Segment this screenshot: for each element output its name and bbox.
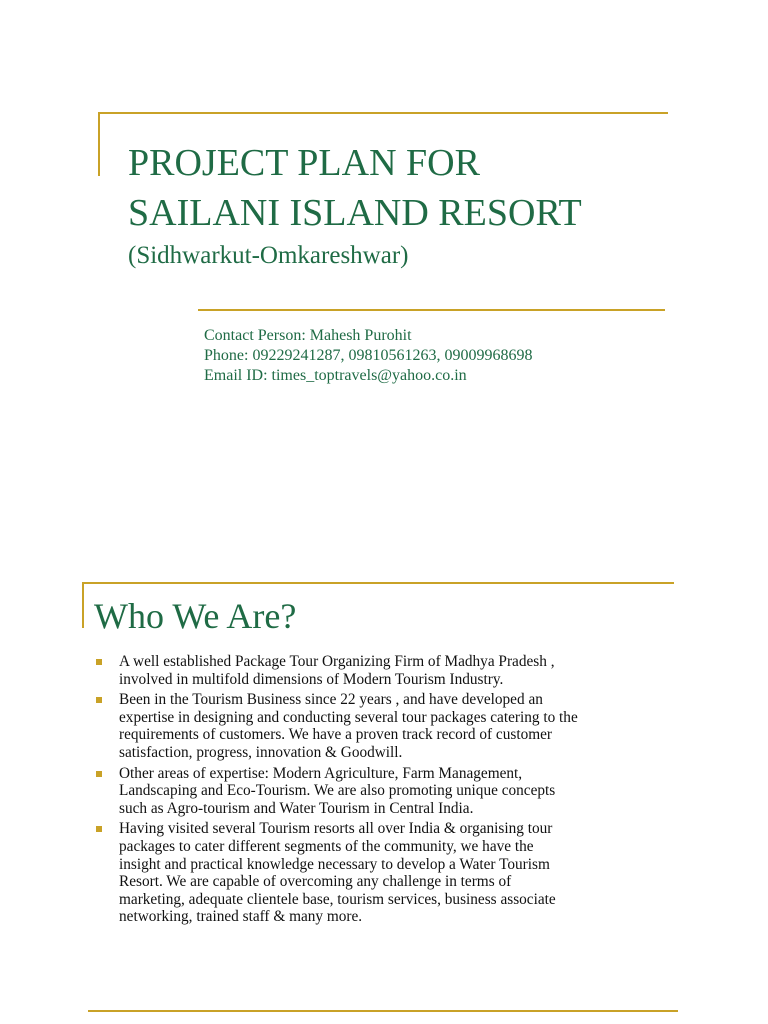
bottom-rule — [88, 1010, 678, 1012]
bullet-item — [94, 691, 684, 761]
section-top-rule — [82, 582, 674, 584]
bullet-text-line: expertise in designing and conducting several tour packages catering to the — [119, 708, 578, 726]
bullet-text-line: Landscaping and Eco-Tourism. We are also promoting unique concepts — [119, 782, 556, 800]
slide-title-line-1: PROJECT PLAN FOR — [128, 142, 480, 184]
bullet-text-line: packages to cater different segments of the community, we have the — [119, 837, 534, 855]
contact-phone: Phone: 09229241287, 09810561263, 09009968698 — [204, 347, 533, 364]
bullet-text-line: Having visited several Tourism resorts all over India & organising tour — [119, 820, 553, 838]
bullet-text-line: insight and practical knowledge necessary to develop a Water Tourism — [119, 855, 550, 873]
subtitle-divider-rule — [198, 309, 665, 311]
bullet-text-line: requirements of customers. We have a proven track record of customer — [119, 726, 553, 744]
square-bullet-icon — [96, 771, 102, 777]
slide-subtitle: (Sidhwarkut-Omkareshwar) — [128, 242, 409, 269]
title-top-rule — [98, 112, 668, 114]
section-heading: Who We Are? — [94, 596, 297, 636]
square-bullet-icon — [96, 659, 102, 665]
bullet-item — [94, 653, 684, 688]
slide-title-line-2: SAILANI ISLAND RESORT — [128, 192, 582, 234]
bullet-text-line: Been in the Tourism Business since 22 years , and have developed an — [119, 691, 543, 709]
square-bullet-icon — [96, 826, 102, 832]
bullet-item — [94, 820, 684, 926]
bullet-text-line: involved in multifold dimensions of Modern Tourism Industry. — [119, 670, 504, 688]
bullet-text-line: networking, trained staff & many more. — [119, 908, 363, 926]
bullet-text-line: Resort. We are capable of overcoming any challenge in terms of — [119, 873, 512, 891]
bullet-item — [94, 765, 684, 818]
contact-person: Contact Person: Mahesh Purohit — [204, 327, 412, 344]
section-left-rule — [82, 582, 84, 628]
bullet-text-line: marketing, adequate clientele base, tourism services, business associate — [119, 890, 556, 908]
bullet-text-line: satisfaction, progress, innovation & Goodwill. — [119, 743, 403, 761]
title-left-rule — [98, 112, 100, 176]
bullet-text-line: Other areas of expertise: Modern Agriculture, Farm Management, — [119, 764, 523, 782]
who-we-are-bullet-list — [94, 653, 684, 929]
bullet-text-line: such as Agro-tourism and Water Tourism in Central India. — [119, 799, 474, 817]
square-bullet-icon — [96, 697, 102, 703]
bullet-text-line: A well established Package Tour Organizing Firm of Madhya Pradesh , — [119, 653, 555, 670]
contact-email: Email ID: times_toptravels@yahoo.co.in — [204, 367, 467, 384]
